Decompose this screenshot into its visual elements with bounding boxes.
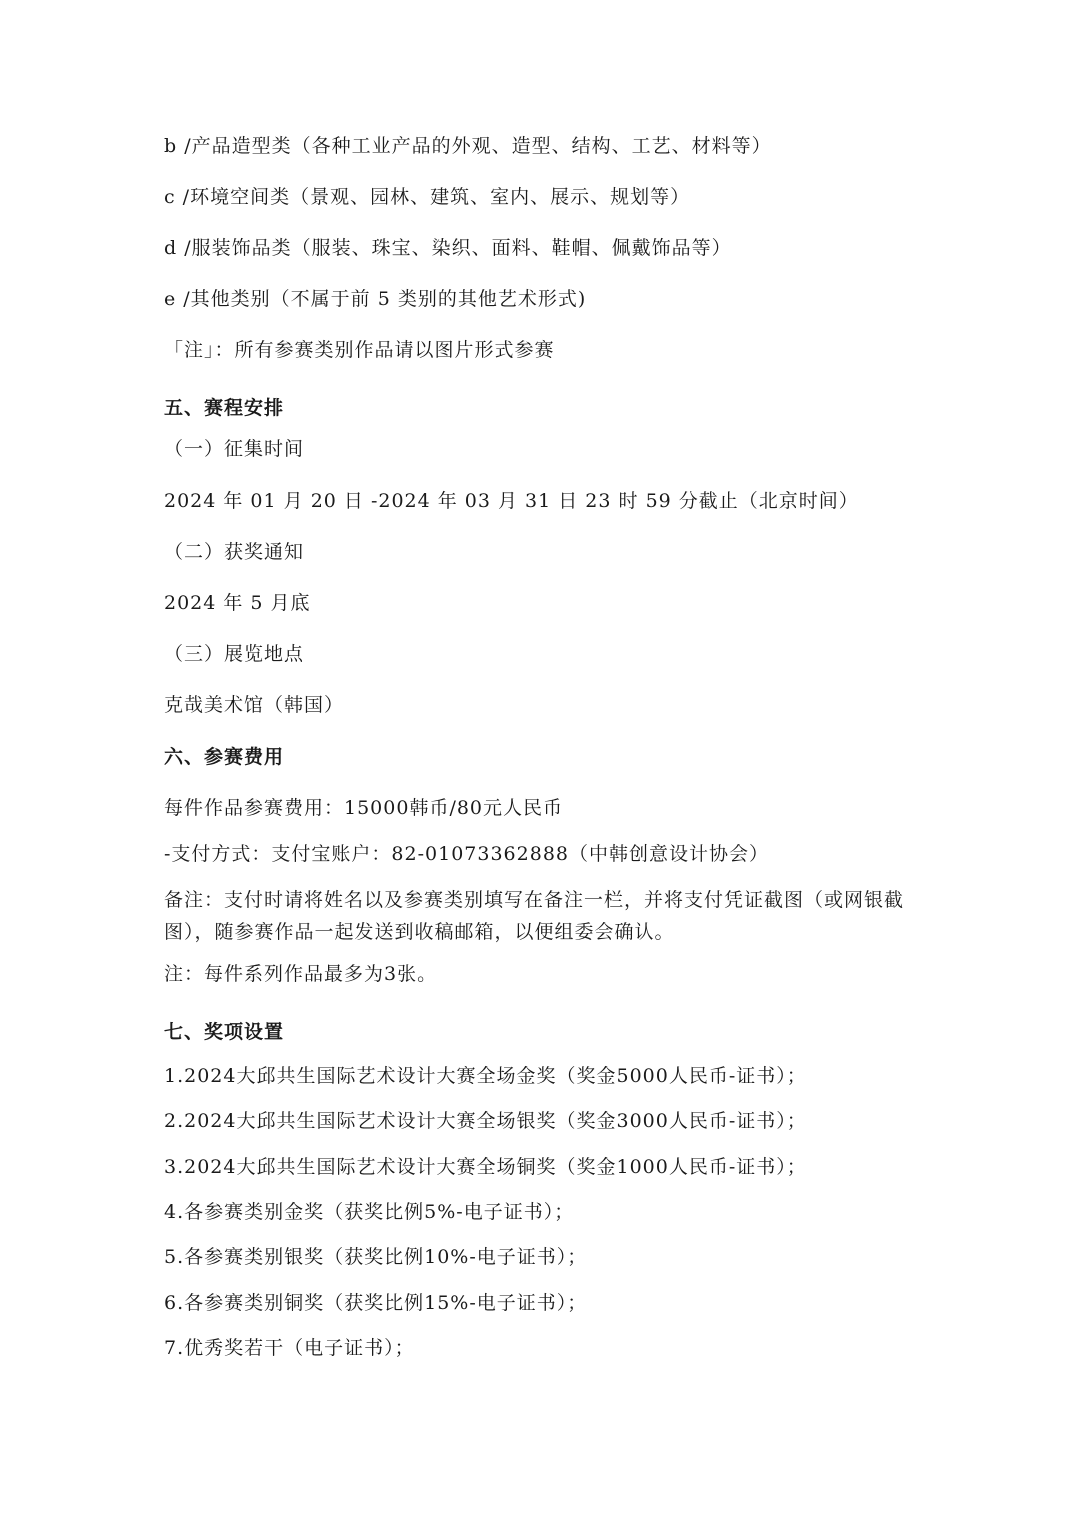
award-item: 4.各参赛类别金奖（获奖比例5%-电子证书）； [164, 1201, 575, 1223]
category-e: e /其他类别（不属于前 5 类别的其他艺术形式) [164, 288, 587, 310]
schedule-heading: 五、赛程安排 [164, 397, 285, 419]
award-item: 3.2024大邱共生国际艺术设计大赛全场铜奖（奖金1000人民币-证书）； [164, 1156, 807, 1178]
award-item: 7.优秀奖若干（电子证书）； [164, 1337, 415, 1359]
award-item: 5.各参赛类别银奖（获奖比例10%-电子证书）； [164, 1246, 588, 1268]
award-notice-label: （二）获奖通知 [164, 541, 305, 563]
exhibition-venue-label: （三）展览地点 [164, 643, 305, 665]
category-d: d /服装饰品类（服装、珠宝、染织、面料、鞋帽、佩戴饰品等） [164, 237, 732, 259]
series-note: 注：每件系列作品最多为3张。 [164, 963, 438, 985]
payment-method: -支付方式：支付宝账户：82-01073362888（中韩创意设计协会） [164, 843, 769, 865]
category-b: b /产品造型类（各种工业产品的外观、造型、结构、工艺、材料等） [164, 135, 772, 157]
collection-time-label: （一）征集时间 [164, 438, 305, 460]
payment-remark: 备注：支付时请将姓名以及参赛类别填写在备注一栏，并将支付凭证截图（或网银截图），随参赛作品一起发送到收稿邮箱，以便组委会确认。 [164, 889, 905, 943]
categories-note: 「注」：所有参赛类别作品请以图片形式参赛 [164, 339, 555, 361]
exhibition-venue-value: 克哉美术馆（韩国） [164, 694, 345, 716]
category-c: c /环境空间类（景观、园林、建筑、室内、展示、规划等） [164, 186, 691, 208]
award-notice-value: 2024 年 5 月底 [164, 592, 311, 614]
awards-heading: 七、奖项设置 [164, 1021, 285, 1043]
fees-heading: 六、参赛费用 [164, 746, 285, 768]
award-item: 6.各参赛类别铜奖（获奖比例15%-电子证书）； [164, 1292, 588, 1314]
collection-time-value: 2024 年 01 月 20 日 -2024 年 03 月 31 日 23 时 59 分截止（北京时间） [164, 490, 859, 512]
fee-per-work: 每件作品参赛费用：15000韩币/80元人民币 [164, 797, 564, 819]
award-item: 2.2024大邱共生国际艺术设计大赛全场银奖（奖金3000人民币-证书）； [164, 1110, 807, 1132]
award-item: 1.2024大邱共生国际艺术设计大赛全场金奖（奖金5000人民币-证书）； [164, 1065, 807, 1087]
document-page [164, 0, 944, 1528]
